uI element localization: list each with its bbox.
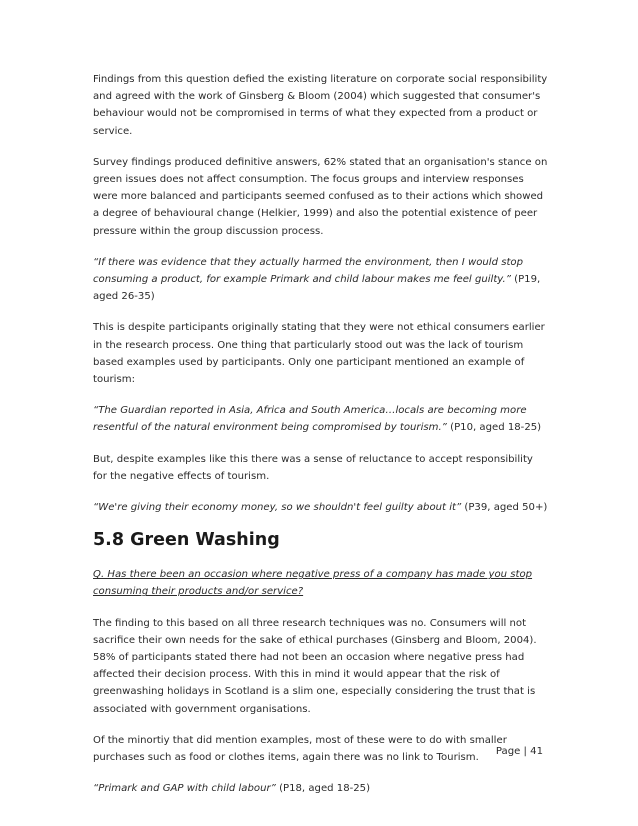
paragraph-finding-no: The finding to this based on all three research techniques was no. Consumers will not sacrifice their own needs for the sake of ethical purchases (Ginsberg and Bloom, 2004). 58% of participants stated there had not been an occasion where negative press had affected their decision process. With this in mind it would appear that the risk of greenwashing holidays in Scotland is a slim one, especially considering the trust that is associated with government organisations. — [93, 617, 537, 715]
quote-reference: (P39, aged 50+) — [461, 502, 548, 514]
paragraph-reluctance: But, despite examples like this there was a sense of reluctance to accept responsibility for the negative effects of tourism. — [93, 453, 533, 482]
quote-text: “The Guardian reported in Asia, Africa and South America…locals are becoming more resentful of the natural environment being compromised by tourism.” — [93, 405, 527, 434]
quote-p10 — [93, 402, 549, 436]
quote-text: “We're giving their economy money, so we shouldn't feel guilty about it” — [93, 502, 462, 514]
paragraph-findings: Findings from this question defied the existing literature on corporate social responsibility and agreed with the work of Ginsberg & Bloom (2004) which suggested that consumer's behaviour would not be compromised in terms of what they expected from a product or service. — [93, 74, 548, 137]
quote-reference: (P18, aged 18-25) — [275, 783, 371, 795]
quote-p18 — [93, 780, 549, 797]
page-body — [93, 71, 549, 798]
paragraph-minority: Of the minortiy that did mention examples, most of these were to do with smaller purchases such as food or clothes items, again there was no link to Tourism. — [93, 734, 507, 764]
quote-reference: (P10, aged 18-25) — [446, 422, 542, 434]
quote-p39 — [93, 499, 549, 516]
section-heading: 5.8 Green Washing — [93, 530, 280, 551]
page-number: Page | 41 — [495, 746, 543, 757]
quote-text: “Primark and GAP with child labour” — [93, 783, 276, 795]
survey-question: Q. Has there been an occasion where negative press of a company has made you stop consuming their products and/or service? — [93, 569, 533, 598]
quote-p19 — [93, 254, 549, 306]
quote-reference: (P19, aged 26-35) — [93, 274, 541, 303]
quote-text: “If there was evidence that they actually harmed the environment, then I would stop consuming a product, for example Primark and child labour makes me feel guilty.” — [93, 256, 523, 286]
paragraph-survey: Survey findings produced definitive answers, 62% stated that an organisation's stance on green issues does not affect consumption. The focus groups and interview responses were more balanced and participants seemed confused as to their actions which showed a degree of behavioural change (Helkier, 1999) and also the potential existence of peer pressure within the group discussion process. — [93, 156, 548, 237]
paragraph-despite: This is despite participants originally stating that they were not ethical consumers earlier in the research process. One thing that particularly stood out was the lack of tourism based examples used by participants. Only one participant mentioned an example of tourism: — [93, 322, 545, 386]
